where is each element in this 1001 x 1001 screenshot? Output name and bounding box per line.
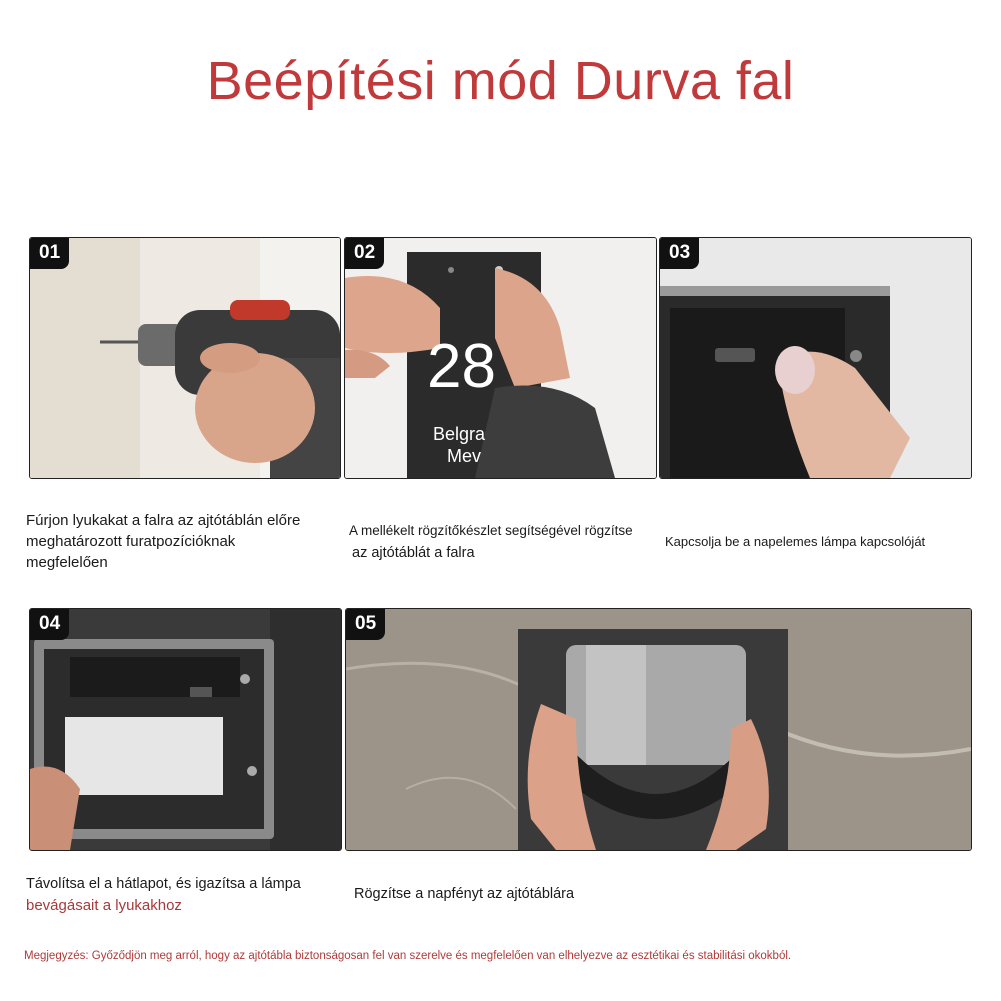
caption-line: Rögzítse a napfényt az ajtótáblára xyxy=(354,886,575,902)
step-number-badge: 05 xyxy=(346,609,385,640)
caption-line: bevágásait a lyukakhoz xyxy=(26,897,182,914)
step-03-photo xyxy=(659,237,972,479)
plate-street-line-2: Mev xyxy=(447,446,482,466)
lamp-attach-illustration xyxy=(346,609,971,850)
caption-line: A mellékelt rögzítőkészlet segítségével rögzítse xyxy=(349,523,633,538)
backplate-illustration xyxy=(30,609,341,850)
plate-number: 28 xyxy=(427,332,496,401)
step-04-caption xyxy=(26,874,301,916)
step-01-photo xyxy=(29,237,341,479)
step-number-badge: 03 xyxy=(660,238,699,269)
step-01-caption xyxy=(26,510,300,573)
step-number-badge: 04 xyxy=(30,609,69,640)
page-title: Beépítési mód Durva fal xyxy=(206,51,795,111)
step-05-photo xyxy=(345,608,972,851)
step-number-badge: 01 xyxy=(30,238,69,269)
step-03-caption xyxy=(665,533,925,551)
safety-note: Megjegyzés: Győződjön meg arról, hogy az ajtótábla biztonságosan fel van szerelve és megfelelően van elhelyezve az esztétikai és stabilitási okokból. xyxy=(24,950,792,962)
step-04-photo xyxy=(29,608,342,851)
caption-line: az ajtótáblát a falra xyxy=(352,545,475,561)
step-05-caption xyxy=(354,884,574,904)
plate-street-line-1: Belgra xyxy=(433,424,486,444)
step-02-caption xyxy=(349,520,633,564)
caption-line: meghatározott furatpozícióknak xyxy=(26,533,236,550)
caption-line: Fúrjon lyukakat a falra az ajtótáblán előre xyxy=(26,512,301,529)
drill-illustration xyxy=(30,238,340,478)
step-02-photo xyxy=(344,237,657,479)
switch-illustration xyxy=(660,238,971,478)
caption-line: megfelelően xyxy=(26,554,108,571)
plate-mounting-illustration xyxy=(345,238,656,478)
step-number-badge: 02 xyxy=(345,238,384,269)
caption-line: Kapcsolja be a napelemes lámpa kapcsolóját xyxy=(665,534,926,549)
caption-line: Távolítsa el a hátlapot, és igazítsa a lámpa xyxy=(26,876,301,892)
